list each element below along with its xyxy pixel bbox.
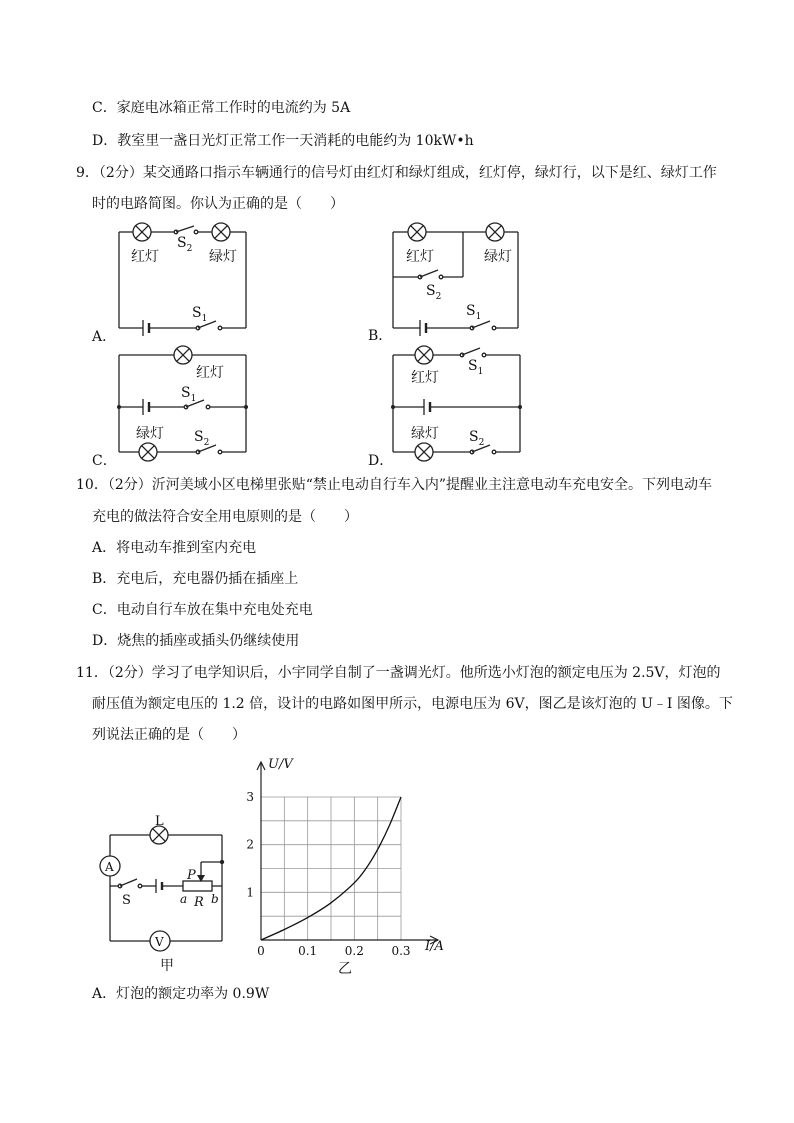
d-green-label: 绿灯	[411, 426, 439, 442]
chart-grid	[261, 797, 401, 940]
circuit-c	[119, 346, 246, 461]
chart-x-axis-label: I/A	[425, 939, 444, 954]
end-label-b: b	[211, 892, 219, 906]
a-red-label: 红灯	[131, 249, 159, 265]
d-s2-label: $S_2$	[469, 429, 485, 448]
slider-label-p: P	[187, 868, 196, 883]
a-s2-label: $S_2$	[177, 235, 193, 254]
b-s2-label: $S_2$	[426, 283, 442, 302]
q9-stem-line1: 9．（2分）某交通路口指示车辆通行的信号灯由红灯和绿灯组成，红灯停，绿灯行，以下是红、绿灯工作	[76, 165, 717, 181]
chart-caption: 乙	[338, 961, 352, 977]
q10-option-b: B．充电后，充电器仍插在插座上	[92, 571, 299, 587]
c-red-label: 红灯	[196, 365, 224, 381]
q9-stem-line2: 时的电路简图。你认为正确的是（ ）	[92, 196, 344, 212]
option-d-label: D．	[368, 453, 394, 469]
b-green-label: 绿灯	[484, 249, 512, 265]
q11-stem-line2: 耐压值为额定电压的 1.2 倍，设计的电路如图甲所示，电源电压为 6V，图乙是该灯泡的 U﹣I 图像。下	[92, 696, 733, 712]
chart-tick-labels	[246, 790, 410, 958]
c-s2-label: $S_2$	[194, 429, 210, 448]
switch-label-s: S	[122, 893, 131, 908]
q11-figure-jia-circuit	[96, 812, 236, 972]
c-s1-label: $S_1$	[181, 385, 197, 404]
x-tick-label: 0.3	[391, 943, 411, 958]
q11-figure-yi-chart	[236, 752, 456, 984]
voltmeter-label-v: V	[155, 935, 164, 949]
x-tick-label: 0.1	[298, 943, 318, 958]
q11-option-a: A．灯泡的额定功率为 0.9W	[92, 986, 270, 1002]
lamp-label-l: L	[155, 814, 164, 829]
d-s1-label: $S_1$	[468, 358, 484, 377]
rheostat-label-r: R	[194, 895, 204, 910]
circuit-d	[393, 346, 520, 461]
x-tick-label: 0	[257, 943, 265, 958]
d-red-label: 红灯	[411, 370, 439, 386]
q10-option-c: C．电动自行车放在集中充电处充电	[92, 602, 313, 618]
q11-stem-line1: 11．（2分）学习了电学知识后，小宇同学自制了一盏调光灯。他所选小灯泡的额定电压为 2.5V，灯泡的	[76, 665, 721, 681]
a-s1-label: $S_1$	[192, 305, 208, 324]
c-green-label: 绿灯	[136, 426, 164, 442]
y-tick-label: 1	[246, 885, 254, 900]
option-b-label: B．	[368, 328, 393, 344]
a-green-label: 绿灯	[209, 249, 237, 265]
y-tick-label: 2	[246, 837, 254, 852]
q11-stem-line3: 列说法正确的是（ ）	[92, 727, 246, 743]
y-tick-label: 3	[246, 790, 254, 804]
x-tick-label: 0.2	[344, 943, 364, 958]
chart-y-axis-label: U/V	[268, 757, 293, 772]
q11-figure-jia-caption: 甲	[160, 958, 174, 974]
q9-circuit-diagrams	[0, 220, 794, 480]
option-a-label: A．	[92, 329, 117, 345]
q8-option-d: D．教室里一盏日光灯正常工作一天消耗的电能约为 10kW•h	[92, 133, 474, 149]
q10-stem-line2: 充电的做法符合安全用电原则的是（ ）	[92, 509, 358, 525]
q10-option-a: A．将电动车推到室内充电	[92, 540, 257, 556]
end-label-a: a	[180, 892, 188, 906]
q10-option-d: D．烧焦的插座或插头仍继续使用	[92, 633, 300, 649]
b-red-label: 红灯	[406, 249, 434, 265]
option-c-label: C．	[92, 453, 117, 469]
q8-option-c: C．家庭电冰箱正常工作时的电流约为 5A	[92, 100, 351, 116]
b-s1-label: $S_1$	[466, 303, 482, 322]
circuit-b	[393, 223, 518, 336]
ammeter-label-a: A	[105, 860, 114, 874]
q10-stem-line1: 10．（2分）沂河美域小区电梯里张贴“禁止电动自行车入内”提醒业主注意电动车充电安全。下列电动车	[76, 477, 713, 493]
